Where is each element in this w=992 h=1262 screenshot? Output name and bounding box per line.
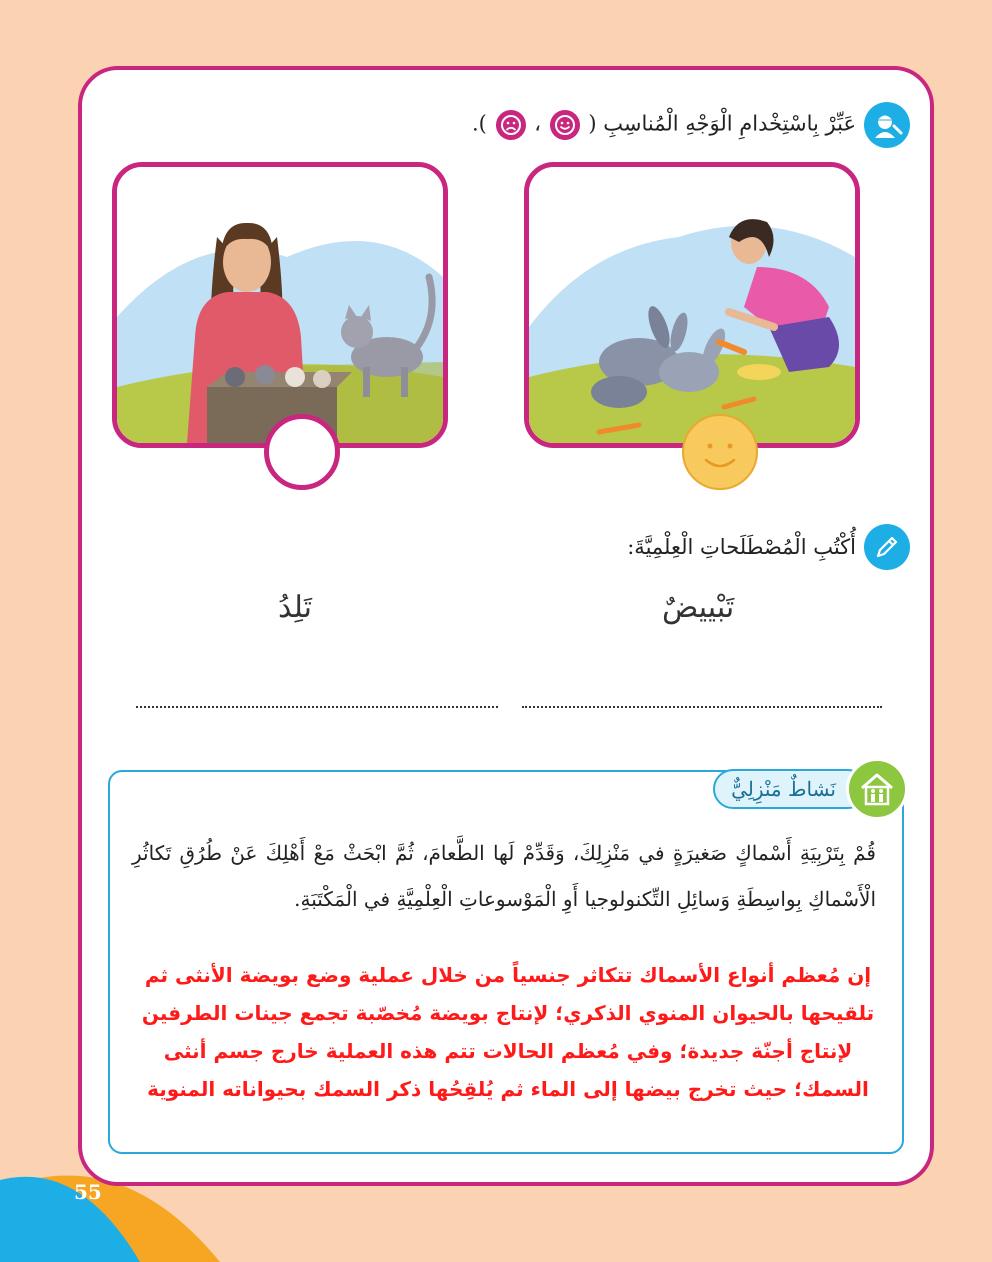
engineer-tools-icon [864, 102, 910, 148]
girl-rabbits-illustration [529, 167, 855, 443]
photo-girl-kittens [112, 162, 448, 448]
home-activity-box [108, 770, 904, 1154]
instruction-row [472, 100, 910, 150]
home-activity-title: نَشاطٌ مَنْزِلِيٌّ [713, 769, 868, 809]
happy-face-icon [684, 416, 756, 488]
answer-circle-empty[interactable] [264, 414, 340, 490]
write-terms-row [627, 522, 910, 572]
page-card [78, 66, 934, 1186]
term-egg-laying: تَبْييضٌ [662, 590, 735, 625]
instruction-separator: ، [534, 111, 542, 136]
sad-face-icon [496, 110, 526, 140]
home-activity-header [713, 758, 908, 820]
answer-line-left[interactable] [136, 706, 498, 708]
girl-kittens-illustration [117, 167, 443, 443]
term-live-birth: تَلِدُ [278, 590, 313, 625]
answer-line-right[interactable] [522, 706, 882, 708]
instruction-text-after: ). [472, 111, 487, 136]
instruction-text-before: عَبِّرْ بِاسْتِخْدامِ الْوَجْهِ الْمُناسِبِ ( [588, 111, 856, 136]
pencil-icon [864, 524, 910, 570]
instruction-text [472, 110, 856, 140]
home-activity-answer: إن مُعظم أنواع الأسماك تتكاثر جنسياً من خلال عملية وضع بويضة الأنثى ثم تلقيحها بالحيوان المنوي الذكري؛ لإنتاج بويضة مُخصّبة تجمع جينات الطرفين لإنتاج أجنّة جديدة؛ وفي مُعظم الحالات تتم هذه العملية خارج جسم أنثى السمك؛ حيث تخرج بيضها إلى الماء ثم يُلقِحُها ذكر السمك بحيواناته المنوية [141, 963, 875, 1101]
write-terms-instruction: أُكْتُبِ الْمُصْطَلَحاتِ الْعِلْمِيَّةَ: [627, 535, 856, 559]
home-activity-text: قُمْ بِتَرْبِيَةِ أَسْماكٍ صَغيرَةٍ في مَنْزِلِكَ، وَقَدِّمْ لَها الطَّعامَ، ثُمَّ ابْحَثْ مَعْ أَهْلِكَ عَنْ طُرُقِ تَكاثُرِ الْأَسْماكِ بِواسِطَةِ وَسائِلِ التِّكنولوجيا أَوِ الْمَوْسوعاتِ الْعِلْمِيَّةِ في الْمَكْتَبَةِ. [132, 841, 876, 911]
page-number: 55 [74, 1180, 102, 1204]
house-family-icon [846, 758, 908, 820]
smile-face-icon [550, 110, 580, 140]
photo-girl-rabbits [524, 162, 860, 448]
answer-circle-happy-face[interactable] [682, 414, 758, 490]
